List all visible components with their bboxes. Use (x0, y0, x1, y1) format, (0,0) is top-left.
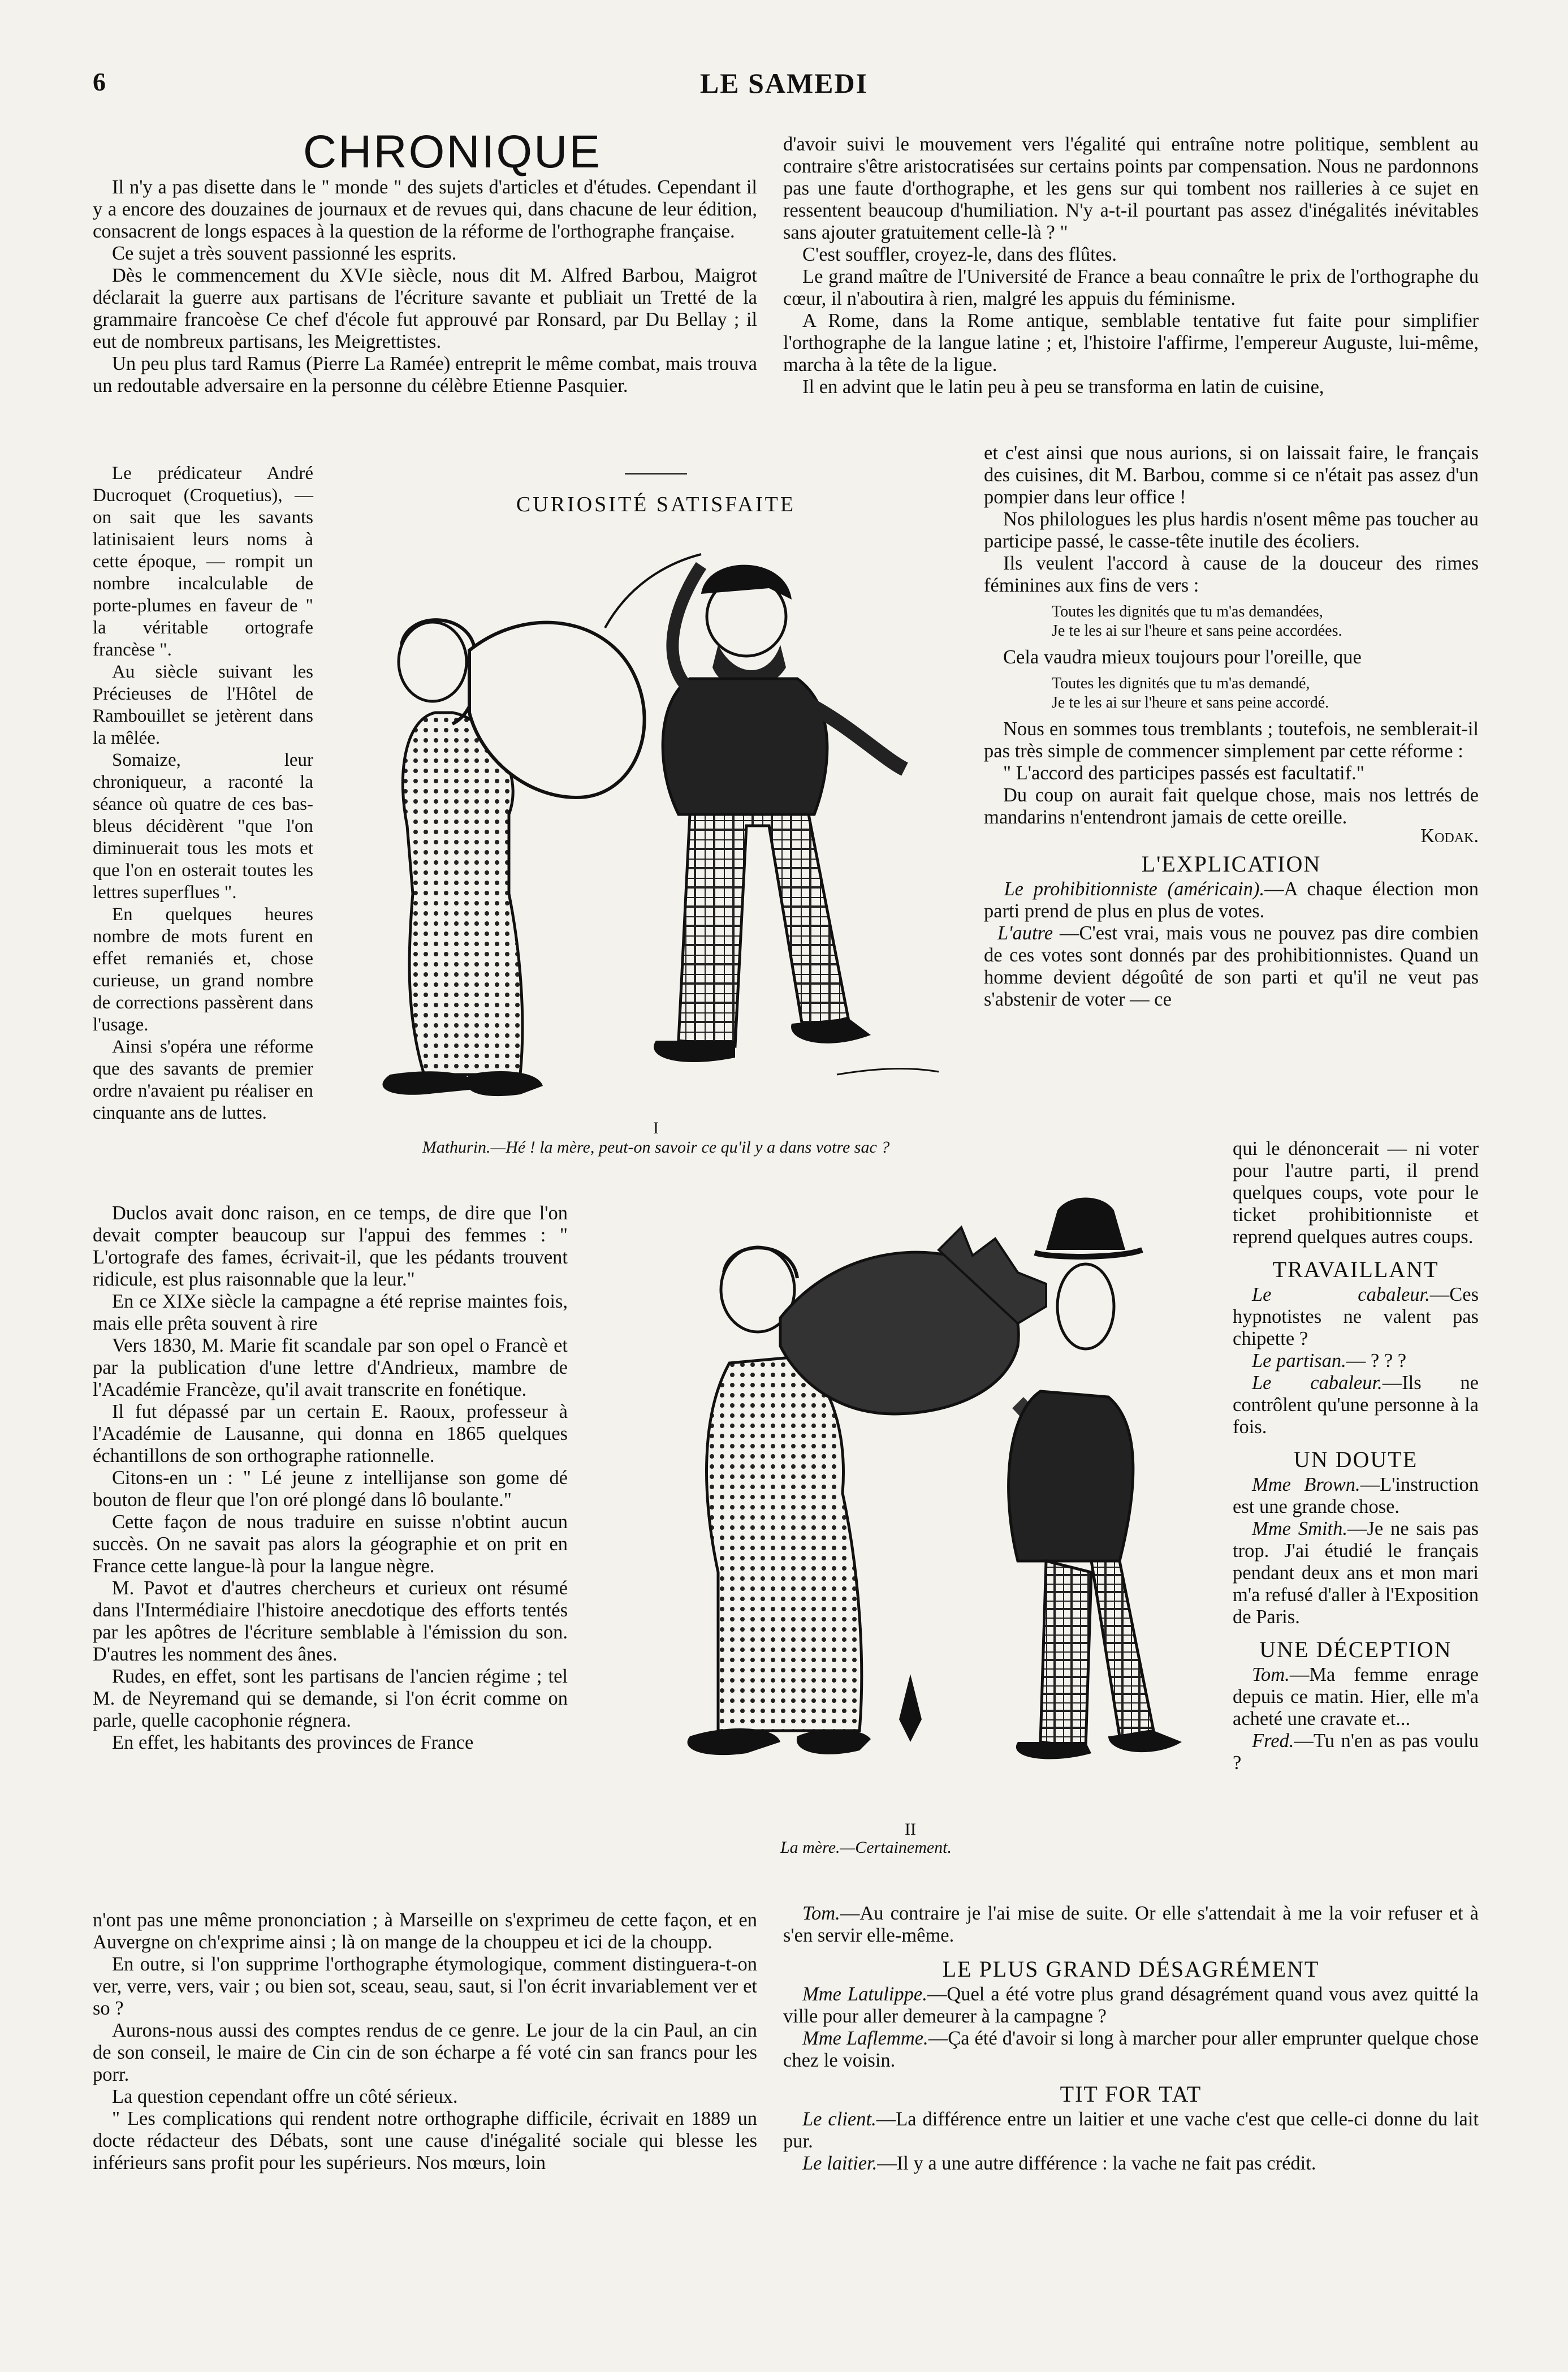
chronique-narrow-column (93, 463, 313, 1124)
cartoon-caption-2: La mère.—Certainement. (780, 1838, 952, 1857)
paragraph: Ils veulent l'accord à cause de la douceur des rimes féminines aux fins de vers : (984, 553, 1479, 596)
verse-1 (1052, 602, 1479, 641)
verse-2 (1052, 674, 1479, 713)
chronique-middle (93, 1202, 568, 1754)
dialogue-text: —C'est vrai, mais vous ne pouvez pas dire combien de ces votes sont donnés par des prohibitionnistes. Quand un homme devient dégoûté de son parti et qu'il ne veut pas s'abstenir de voter — ce (984, 922, 1479, 1010)
speaker: Mme Smith. (1252, 1518, 1347, 1539)
paragraph: Nos philologues les plus hardis n'osent même pas toucher au participe passé, le casse-tête inutile des écoliers. (984, 508, 1479, 552)
verse-line: Je te les ai sur l'heure et sans peine accordé. (1052, 694, 1329, 711)
paragraph: Ce sujet a très souvent passionné les esprits. (112, 243, 457, 264)
dialogue-text: —Ils ne contrôlent qu'une personne à la fois. (1233, 1372, 1479, 1438)
section-title-desagrement: LE PLUS GRAND DÉSAGRÉMENT (942, 1956, 1320, 1982)
verse-line: Toutes les dignités que tu m'as demandé, (1052, 675, 1310, 692)
paragraph: Du coup on aurait fait quelque chose, mais nos lettrés de mandarins n'entendront jamais de cette oreille. (984, 784, 1479, 828)
paragraph: Le prédicateur André Ducroquet (Croquetius), —on sait que les savants latinisaient leurs noms à cette époque, — rompit un nombre incalculable de porte-plumes en faveur de " la véritable ortografe francèse ". (93, 463, 313, 660)
section-title-explication: L'EXPLICATION (1141, 851, 1321, 877)
jokes-bottom (783, 1903, 1479, 2175)
cartoon-caption-2-number: II (905, 1820, 916, 1839)
paragraph: M. Pavot et d'autres chercheurs et curieux ont résumé dans l'Intermédiaire l'histoire anecdotique des efforts tentés par les apôtres de l'écriture semblable à l'émission du son. D'autres les nomment des ânes. (93, 1577, 568, 1665)
dialogue-text: —Au contraire je l'ai mise de suite. Or elle s'attendait à me la voir refuser et à s'en servir elle-même. (783, 1903, 1479, 1946)
author-signature: Kodak. (1420, 825, 1479, 847)
chronique-intro (93, 176, 757, 397)
chronique-continued-narrow (984, 442, 1479, 1011)
dialogue-text: —Il y a une autre différence : la vache ne fait pas crédit. (877, 2153, 1316, 2174)
speaker: Tom. (802, 1903, 840, 1924)
paragraph: En outre, si l'on supprime l'orthographe étymologique, comment distinguera-t-on ver, verre, vers, vair ; ou bien sot, sceau, seau, saut, si l'on écrit invariablement ver et so ? (93, 1953, 757, 2019)
speaker: Mme Latulippe. (802, 1983, 927, 2005)
dialogue-text: —L'instruction est une grande chose. (1233, 1474, 1479, 1517)
paragraph: Le grand maître de l'Université de France a beau connaître le prix de l'orthographe du cœur, il n'aboutira à rien, malgré les appuis du féminisme. (783, 266, 1479, 309)
dialogue-text: —Ces hypnotistes ne valent pas chipette ? (1233, 1284, 1479, 1349)
speaker: Mme Brown. (1252, 1474, 1360, 1495)
paragraph: Cela vaudra mieux toujours pour l'oreille, que (1003, 646, 1362, 668)
dialogue-text: — ? ? ? (1346, 1350, 1407, 1372)
dialogue-text: —Quel a été votre plus grand désagrément quand vous avez quitté la ville pour aller demeurer à la campagne ? (783, 1983, 1479, 2027)
dialogue-text: —Je ne sais pas trop. J'ai étudié le français pendant deux ans et mon mari m'a refusé d'aller à l'Exposition de Paris. (1233, 1518, 1479, 1628)
speaker: Le partisan. (1252, 1350, 1346, 1372)
verse-line: Toutes les dignités que tu m'as demandées, (1052, 603, 1323, 620)
cartoon-panel-1 (339, 532, 973, 1114)
paragraph: Nous en sommes tous tremblants ; toutefois, ne semblerait-il pas très simple de commencer simplement par cette réforme : (984, 718, 1479, 762)
paragraph: Il n'y a pas disette dans le " monde " des sujets d'articles et d'études. Cependant il y a encore des douzaines de journaux et de revues qui, dans chacune de leur édition, consacrent de longs espaces à la question de la réforme de l'orthographe française. (93, 176, 757, 242)
paragraph: La question cependant offre un côté sérieux. (112, 2086, 458, 2107)
paragraph: Dès le commencement du XVIe siècle, nous dit M. Alfred Barbou, Maigrot déclarait la guerre aux partisans de l'écriture savante et publiait un Tretté de la grammaire francoèse Ce chef d'école fut approuvé par Ronsard, par Du Bellay ; il eut de nombreux partisans, les Meigrettistes. (93, 265, 757, 352)
paragraph: d'avoir suivi le mouvement vers l'égalité qui entraîne notre politique, semblent au contraire s'être aristocratisées sur certains points par compensation. Nous ne pardonnons pas une faute d'orthographe, et les gens sur qui tombent nos railleries à ce sujet en ressentent beaucoup d'humiliation. N'y a-t-il pourtant pas assez d'inégalités inévitables sans ajouter gratuitement celle-là ? " (783, 133, 1479, 243)
paragraph: En effet, les habitants des provinces de France (112, 1732, 474, 1753)
paragraph: Somaize, leur chroniqueur, a raconté la séance où quatre de ces bas-bleus décidèrent "que l'on diminuerait tous les mots et que l'on en osterait toutes les lettres superflues ". (93, 750, 313, 903)
paragraph: Aurons-nous aussi des comptes rendus de ce genre. Le jour de la cin Paul, an cin de son conseil, le maire de Cin cin de son écharpe a fé voté cin san francs pour les porr. (93, 2020, 757, 2085)
paragraph: " L'accord des participes passés est facultatif." (1003, 762, 1364, 784)
speaker: Tom. (1252, 1664, 1290, 1685)
paragraph: Il en advint que le latin peu à peu se transforma en latin de cuisine, (802, 376, 1324, 398)
cartoon-caption-1: Mathurin.—Hé ! la mère, peut-on savoir ce qu'il y a dans votre sac ? (422, 1138, 890, 1157)
speaker: Le cabaleur. (1252, 1372, 1383, 1394)
paragraph: Vers 1830, M. Marie fit scandale par son opel o Francè et par la publication d'une lettre d'Andrieux, mambre de l'Académie Francèze, qu'il avait transcrite en fonétique. (93, 1335, 568, 1400)
paragraph: Ainsi s'opéra une réforme que des savants de premier ordre n'avaient pu réaliser en cinquante ans de luttes. (93, 1037, 313, 1123)
speaker: Le cabaleur. (1252, 1284, 1430, 1305)
page-number: 6 (93, 67, 106, 96)
speaker: L'autre (997, 922, 1053, 944)
paragraph: Rudes, en effet, sont les partisans de l'ancien régime ; tel M. de Neyremand qui se demande, si l'on écrit comme on parle, quelle cacophonie régnera. (93, 1666, 568, 1731)
paragraph: qui le dénoncerait — ni voter pour l'autre parti, il prend quelques coups, vote pour le ticket prohibitionniste et reprend quelques autres coups. (1233, 1138, 1479, 1248)
paragraph: et c'est ainsi que nous aurions, si on laissait faire, le français des cuisines, dit M. Barbou, comme si ce n'était pas assez d'un pompier dans leur office ! (984, 442, 1479, 508)
paragraph: En ce XIXe siècle la campagne a été reprise maintes fois, mais elle prêta souvent à rire (93, 1291, 568, 1334)
chronique-bottom (93, 1909, 757, 2174)
paragraph: Au siècle suivant les Précieuses de l'Hôtel de Rambouillet se jetèrent dans la mêlée. (93, 662, 313, 748)
cartoon-caption-1-number: I (653, 1119, 659, 1137)
dialogue-text: —Tu n'en as pas voulu ? (1233, 1730, 1479, 1774)
paragraph: En quelques heures nombre de mots furent en effet remaniés et, chose curieuse, un grand nombre de corrections passèrent dans l'usage. (93, 904, 313, 1035)
paragraph: C'est souffler, croyez-le, dans des flûtes. (802, 244, 1117, 265)
paragraph: A Rome, dans la Rome antique, semblable tentative fut faite pour simplifier l'orthographe de la langue latine ; et, l'histoire l'affirme, l'empereur Auguste, lui-même, marcha à la tête de la ligue. (783, 310, 1479, 376)
cartoon-panel-1-illustration (339, 532, 973, 1114)
speaker: Le prohibitionniste (américain). (1004, 878, 1265, 900)
verse-line: Je te les ai sur l'heure et sans peine accordées. (1052, 622, 1342, 640)
paragraph: " Les complications qui rendent notre orthographe difficile, écrivait en 1889 un docte rédacteur des Débats, sont une cause d'inégalité sociale qui blesse les inférieurs sans profit pour les supérieurs. Nos mœurs, loin (93, 2108, 757, 2173)
dialogue-text: —A chaque élection mon parti prend de plus en plus de votes. (984, 878, 1479, 922)
jokes-narrow-column (1233, 1138, 1479, 1774)
chronique-title: CHRONIQUE (303, 126, 602, 178)
section-title-deception: UNE DÉCEPTION (1259, 1637, 1452, 1662)
speaker: Fred. (1252, 1730, 1294, 1752)
dialogue-text: —Ma femme enrage depuis ce matin. Hier, elle m'a acheté une cravate et... (1233, 1664, 1479, 1730)
dialogue-text: —La différence entre un laitier et une vache c'est que celle-ci donne du lait pur. (783, 2108, 1479, 2152)
cartoon-title: CURIOSITÉ SATISFAITE (516, 493, 796, 516)
journal-title: LE SAMEDI (699, 67, 869, 99)
section-title-titfortat: TIT FOR TAT (1060, 2081, 1202, 2107)
paragraph: Un peu plus tard Ramus (Pierre La Ramée) entreprit le même combat, mais trouva un redoutable adversaire en la personne du célèbre Etienne Pasquier. (93, 353, 757, 396)
cartoon-panel-2 (656, 1176, 1221, 1815)
dialogue-text: —Ça été d'avoir si long à marcher pour aller emprunter quelque chose chez le voisin. (783, 2028, 1479, 2071)
paragraph: Duclos avait donc raison, en ce temps, de dire que l'on devait compter beaucoup sur l'appui des femmes : " L'ortografe des fames, écrivait-il, que les pédants trouvent ridicule, est plus raisonnable que la leur." (93, 1202, 568, 1290)
speaker: Le client. (802, 2108, 876, 2130)
cartoon-rule (625, 473, 687, 475)
section-title-doute: UN DOUTE (1293, 1447, 1418, 1472)
section-title-travaillant: TRAVAILLANT (1272, 1257, 1439, 1282)
paragraph: Citons-en un : " Lé jeune z intellijanse son gome dé bouton de fleur que l'on oré plongé dans lô boulante." (93, 1467, 568, 1511)
paragraph: Cette façon de nous traduire en suisse n'obtint aucun succès. On ne savait pas alors la géographie et on prit en France cette langue-là pour la langue nègre. (93, 1511, 568, 1577)
cartoon-panel-2-illustration (656, 1176, 1221, 1815)
paragraph: n'ont pas une même prononciation ; à Marseille on s'exprimeu de cette façon, et en Auvergne on ch'exprime ainsi ; là on mange de la chouppeu et ici de la choupp. (93, 1909, 757, 1953)
paragraph: Il fut dépassé par un certain E. Raoux, professeur à l'Académie de Lausanne, qui donna en 1865 quelques échantillons de son orthographe rationnelle. (93, 1401, 568, 1467)
speaker: Le laitier. (802, 2153, 878, 2174)
chronique-continued (783, 133, 1479, 398)
speaker: Mme Laflemme. (802, 2028, 928, 2049)
